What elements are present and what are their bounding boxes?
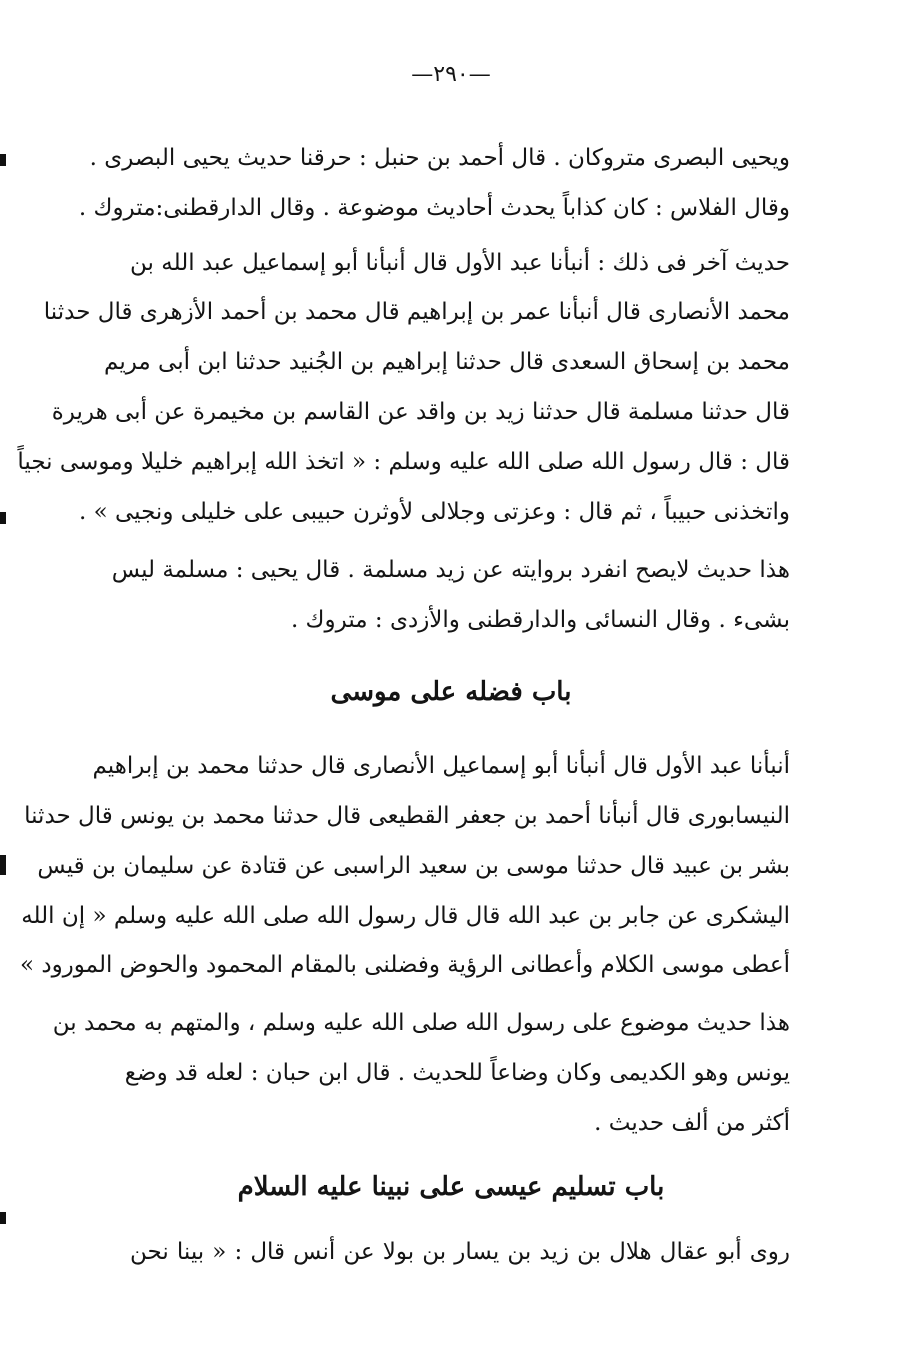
scan-margin-mark [0,855,6,875]
text-line: يونس وهو الكديمى وكان وضاعاً للحديث . قال ابن حبان : لعله قد وضع [124,1060,790,1086]
text-line: محمد الأنصارى قال أنبأنا عمر بن إبراهيم قال محمد بن أحمد الأزهرى قال حدثنا [43,299,790,325]
text-line: بشىء . وقال النسائى والدارقطنى والأزدى : متروك . [290,607,790,633]
section-heading: باب فضله على موسى [330,677,572,707]
page-number: —٢٩٠— [411,62,491,87]
text-line: هذا حديث موضوع على رسول الله صلى الله عليه وسلم ، والمتهم به محمد بن [52,1010,790,1036]
text-line: قال حدثنا مسلمة قال حدثنا زيد بن واقد عن القاسم بن مخيمرة عن أبى هريرة [51,399,790,425]
text-line: أكثر من ألف حديث . [594,1110,790,1136]
text-line: قال : قال رسول الله صلى الله عليه وسلم : « اتخذ الله إبراهيم خليلا وموسى نجياً [17,449,790,475]
text-line: اليشكرى عن جابر بن عبد الله قال قال رسول الله صلى الله عليه وسلم « إن الله [21,903,790,929]
text-line: أنبأنا عبد الأول قال أنبأنا أبو إسماعيل الأنصارى قال حدثنا محمد بن إبراهيم [92,753,790,779]
text-line: حديث آخر فى ذلك : أنبأنا عبد الأول قال أنبأنا أبو إسماعيل عبد الله بن [130,250,790,276]
text-line: أعطى موسى الكلام وأعطانى الرؤية وفضلنى بالمقام المحمود والحوض المورود » [19,952,790,978]
text-line: ويحيى البصرى متروكان . قال أحمد بن حنبل : حرقنا حديث يحيى البصرى . [89,145,790,171]
text-line: النيسابورى قال أنبأنا أحمد بن جعفر القطيعى قال حدثنا محمد بن يونس قال حدثنا [24,803,790,829]
text-line: هذا حديث لايصح انفرد بروايته عن زيد مسلمة . قال يحيى : مسلمة ليس [111,557,790,583]
text-line: محمد بن إسحاق السعدى قال حدثنا إبراهيم بن الجُنيد حدثنا ابن أبى مريم [104,349,790,375]
text-line: روى أبو عقال هلال بن زيد بن يسار بن بولا عن أنس قال : « بينا نحن [130,1239,790,1265]
text-line: واتخذنى حبيباً ، ثم قال : وعزتى وجلالى لأوثرن حبيبى على خليلى ونجيى » . [78,499,790,525]
scan-margin-mark [0,512,6,524]
scan-margin-mark [0,1212,6,1224]
text-line: وقال الفلاس : كان كذاباً يحدث أحاديث موضوعة . وقال الدارقطنى:متروك . [78,195,790,221]
scan-margin-mark [0,154,6,166]
section-heading: باب تسليم عيسى على نبينا عليه السلام [237,1172,665,1202]
text-line: بشر بن عبيد قال حدثنا موسى بن سعيد الراسبى عن قتادة عن سليمان بن قيس [37,853,790,879]
